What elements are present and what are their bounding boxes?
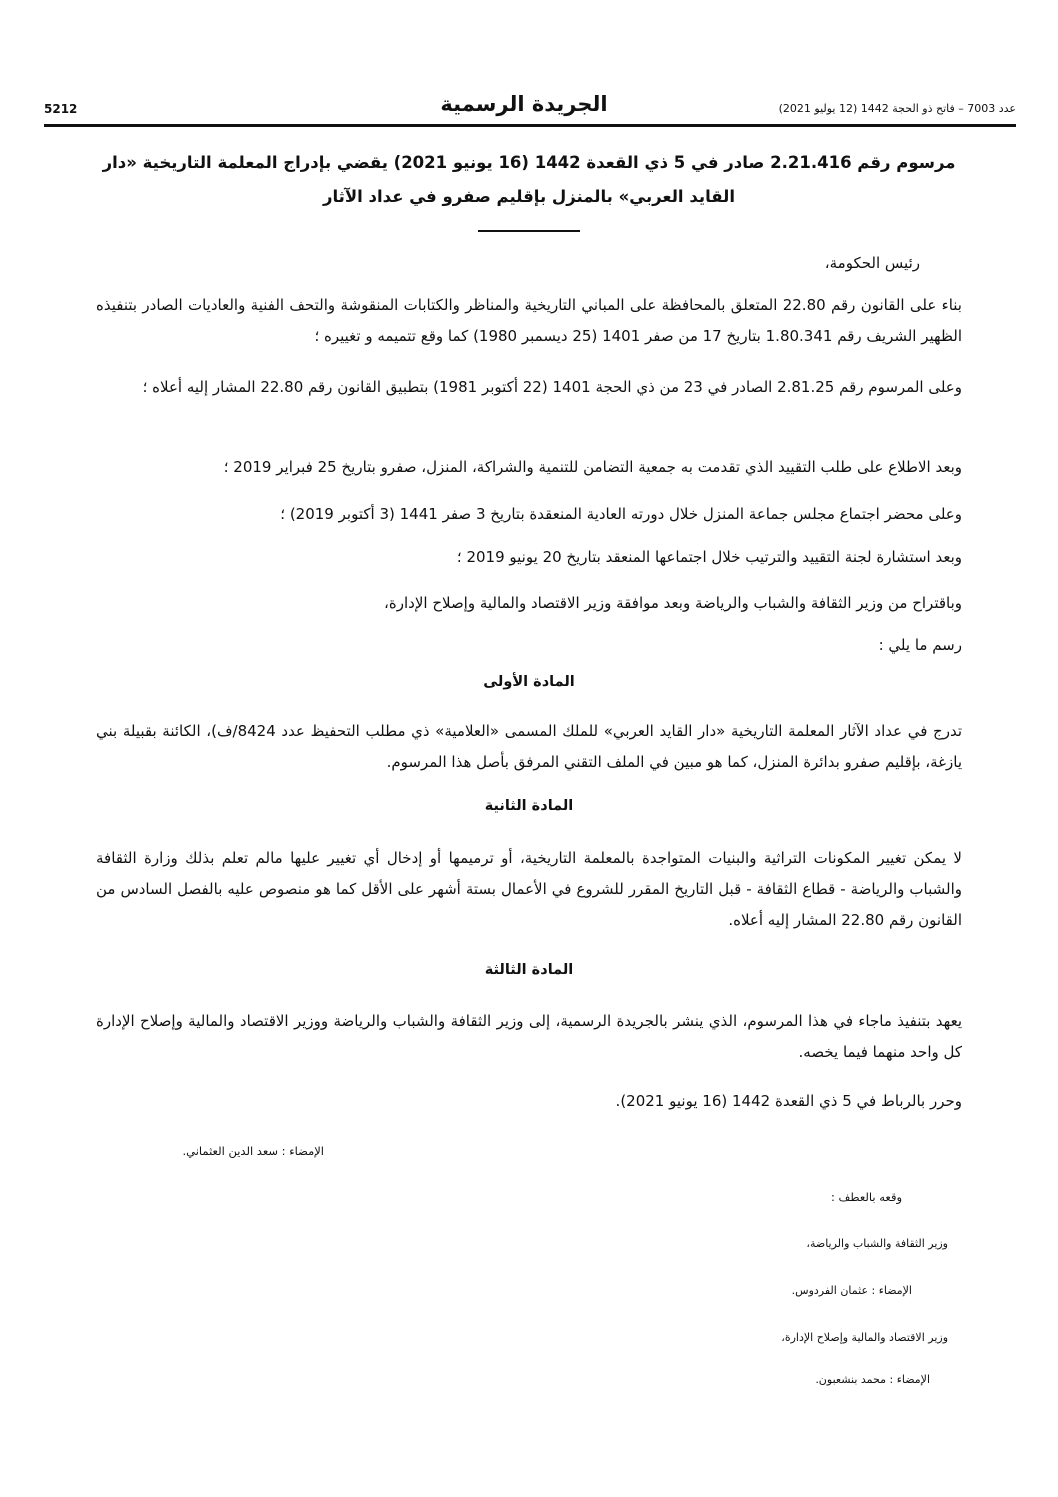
recital-law: بناء على القانون رقم 22.80 المتعلق بالمحافظة على المباني التاريخية والمناظر والكتابات المنقوشة والتحف الفنية والعاديات الصادر بتنفيذه الظهير الشريف رقم 1.80.341 بتاريخ 17 من صفر 1401 (25 ديسمبر 1980) كما وقع تتميمه و تغييره ؛ [96,296,962,345]
recital-request: وبعد الاطلاع على طلب التقييد الذي تقدمت به جمعية التضامن للتنمية والشراكة، المنزل، صفرو بتاريخ 25 فبراير 2019 ؛ [223,458,962,476]
signature-economy-minister: الإمضاء : محمد بنشعبون. [815,1373,930,1386]
article-1-text: تدرج في عداد الآثار المعلمة التاريخية «دار القايد العربي» للملك المسمى «العلامية» ذي مطلب التحفيظ عدد 8424/ف)، الكائنة بقبيلة بني يازغة، بإقليم صفرو بدائرة المنزل، كما هو مبين في الملف التقني المرفق بأصل هذا المرسوم. [96,722,962,771]
recital-committee: وبعد استشارة لجنة التقييد والترتيب خلال اجتماعها المنعقد بتاريخ 20 يونيو 2019 ؛ [456,548,962,566]
article-3-text: يعهد بتنفيذ ماجاء في هذا المرسوم، الذي ينشر بالجريدة الرسمية، إلى وزير الثقافة والشباب والرياضة ووزير الاقتصاد والمالية وإصلاح الإدارة كل واحد منهما فيما يخصه. [96,1012,962,1061]
page-number: 5212 [44,102,78,116]
minister-economy-title: وزير الاقتصاد والمالية وإصلاح الإدارة، [781,1331,948,1344]
decrees-phrase: رسم ما يلي : [878,636,962,654]
minister-culture-title: وزير الثقافة والشباب والرياضة، [806,1237,948,1250]
done-at-rabat: وحرر بالرباط في 5 ذي القعدة 1442 (16 يونيو 2021). [615,1092,962,1110]
title-divider [478,230,580,232]
recital-decree: وعلى المرسوم رقم 2.81.25 الصادر في 23 من ذي الحجة 1401 (22 أكتوبر 1981) بتطبيق القانون رقم 22.80 المشار إليه أعلاه ؛ [142,378,962,396]
journal-name: الجريدة الرسمية [440,92,608,116]
decree-title: مرسوم رقم 2.21.416 صادر في 5 ذي القعدة 1442 (16 يونيو 2021) يقضي بإدراج المعلمة التاريخية «دار القايد العربي» بالمنزل بإقليم صفرو في عداد الآثار [102,153,956,206]
page-header [44,92,1016,127]
countersigned-label: وقعه بالعطف : [830,1190,902,1204]
article-3-heading: المادة الثالثة [484,962,574,978]
article-1-heading: المادة الأولى [483,674,575,690]
article-2-text: لا يمكن تغيير المكونات التراثية والبنيات المتواجدة بالمعلمة التاريخية، أو ترميمها أو إدخال أي تغيير عليها مالم تعلم بذلك وزارة الثقافة والشباب والرياضة - قطاع الثقافة - قبل التاريخ المقرر للشروع في الأعمال بستة أشهر على الأقل كما هو منصوص عليه بالفصل السادس من القانون رقم 22.80 المشار إليه أعلاه. [96,849,962,929]
article-2-heading: المادة الثانية [484,798,574,814]
signature-prime-minister: الإمضاء : سعد الدين العثماني. [182,1144,324,1158]
signature-culture-minister: الإمضاء : عثمان الفردوس. [791,1284,912,1297]
head-of-government: رئيس الحكومة، [824,254,920,272]
recital-council: وعلى محضر اجتماع مجلس جماعة المنزل خلال دورته العادية المنعقدة بتاريخ 3 صفر 1441 (3 أكتوبر 2019) ؛ [280,505,962,523]
issue-info: عدد 7003 – فاتح ذو الحجة 1442 (12 يوليو 2021) [778,102,1016,115]
recital-proposal: وباقتراح من وزير الثقافة والشباب والرياضة وبعد موافقة وزير الاقتصاد والمالية وإصلاح الإدارة، [384,594,962,612]
